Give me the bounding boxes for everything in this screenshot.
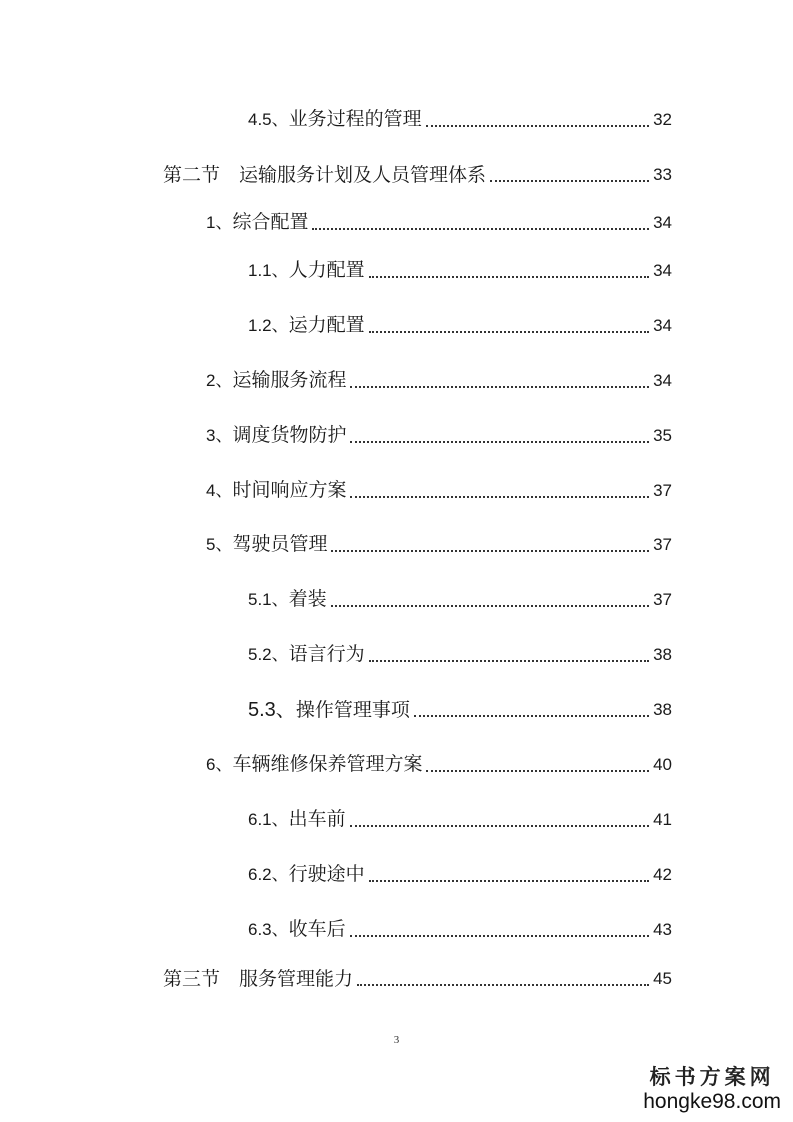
toc-title: 综合配置 (232, 211, 309, 233)
toc-entry-6[interactable] (206, 747, 672, 777)
toc-number: 4、 (206, 481, 233, 500)
dot-leader (350, 825, 649, 827)
toc-title: 驾驶员管理 (232, 533, 328, 555)
watermark-title: 标书方案网 (649, 1064, 775, 1089)
toc-number: 1.1、 (248, 261, 289, 280)
toc-entry-6-3[interactable] (248, 912, 672, 942)
toc-page-number: 37 (653, 481, 672, 500)
toc-entry-1-1[interactable] (248, 253, 672, 283)
toc-page-number: 38 (653, 700, 672, 719)
toc-page-number: 34 (653, 316, 672, 335)
toc-page-number: 41 (653, 810, 672, 829)
toc-number: 4.5、 (248, 110, 289, 129)
toc-page-number: 34 (653, 261, 672, 280)
dot-leader (350, 441, 649, 443)
dot-leader (490, 180, 649, 182)
toc-page-number: 34 (653, 213, 672, 232)
toc-title: 运力配置 (288, 314, 365, 336)
toc-title: 调度货物防护 (232, 424, 347, 446)
toc-number: 1.2、 (248, 316, 289, 335)
toc-entry-section-2[interactable] (163, 157, 672, 187)
toc-page-number: 45 (653, 969, 672, 988)
toc-entry-section-3[interactable] (163, 961, 672, 991)
toc-entry-1[interactable] (206, 205, 672, 235)
toc-entry-4[interactable] (206, 473, 672, 503)
toc-entry-5-2[interactable] (248, 637, 672, 667)
toc-number: 6.3、 (248, 920, 289, 939)
toc-entry-5[interactable] (206, 527, 672, 557)
dot-leader (312, 228, 649, 230)
toc-number: 6、 (206, 755, 233, 774)
toc-page-number: 32 (653, 110, 672, 129)
dot-leader (357, 984, 649, 986)
toc-page-number: 37 (653, 590, 672, 609)
dot-leader (350, 496, 649, 498)
toc-number: 5、 (206, 535, 233, 554)
toc-title: 出车前 (288, 808, 346, 830)
toc-title: 着装 (288, 588, 327, 610)
dot-leader (426, 770, 649, 772)
toc-number: 1、 (206, 213, 233, 232)
dot-leader (369, 880, 649, 882)
toc-number: 3、 (206, 426, 233, 445)
toc-title: 运输服务流程 (232, 369, 347, 391)
toc-page-number: 33 (653, 165, 672, 184)
dot-leader (331, 550, 649, 552)
toc-title: 车辆维修保养管理方案 (232, 753, 423, 775)
toc-title: 行驶途中 (288, 863, 365, 885)
toc-title: 收车后 (288, 918, 346, 940)
toc-title: 操作管理事项 (295, 699, 410, 721)
dot-leader (350, 386, 649, 388)
toc-entry-4-5[interactable] (248, 102, 672, 132)
dot-leader (331, 605, 649, 607)
toc-title: 语言行为 (288, 643, 365, 665)
toc-number: 2、 (206, 371, 233, 390)
toc-entry-1-2[interactable] (248, 308, 672, 338)
toc-entry-5-1[interactable] (248, 582, 672, 612)
toc-page-number: 40 (653, 755, 672, 774)
toc-title: 人力配置 (288, 259, 365, 281)
toc-title: 时间响应方案 (232, 479, 347, 501)
watermark-url: hongke98.com (643, 1090, 781, 1113)
toc-number: 5.3、 (248, 699, 296, 721)
toc-entry-6-1[interactable] (248, 802, 672, 832)
toc-number: 5.1、 (248, 590, 289, 609)
dot-leader (350, 935, 649, 937)
toc-entry-2[interactable] (206, 363, 672, 393)
toc-page-number: 37 (653, 535, 672, 554)
toc-number: 5.2、 (248, 645, 289, 664)
toc-page-number: 38 (653, 645, 672, 664)
toc-title: 业务过程的管理 (288, 108, 422, 130)
toc-page-number: 34 (653, 371, 672, 390)
watermark-logo (643, 1064, 781, 1114)
toc-number: 6.2、 (248, 865, 289, 884)
footer-page-number: 3 (393, 1034, 400, 1046)
toc-entry-5-3[interactable] (248, 692, 672, 722)
toc-number: 6.1、 (248, 810, 289, 829)
dot-leader (369, 660, 649, 662)
toc-page-number: 42 (653, 865, 672, 884)
toc-entry-3[interactable] (206, 418, 672, 448)
toc-title: 第三节 服务管理能力 (163, 968, 354, 990)
dot-leader (414, 715, 649, 717)
toc-page-number: 35 (653, 426, 672, 445)
dot-leader (426, 125, 649, 127)
dot-leader (369, 331, 649, 333)
dot-leader (369, 276, 649, 278)
toc-entry-6-2[interactable] (248, 857, 672, 887)
toc-title: 第二节 运输服务计划及人员管理体系 (163, 164, 487, 186)
toc-page-number: 43 (653, 920, 672, 939)
